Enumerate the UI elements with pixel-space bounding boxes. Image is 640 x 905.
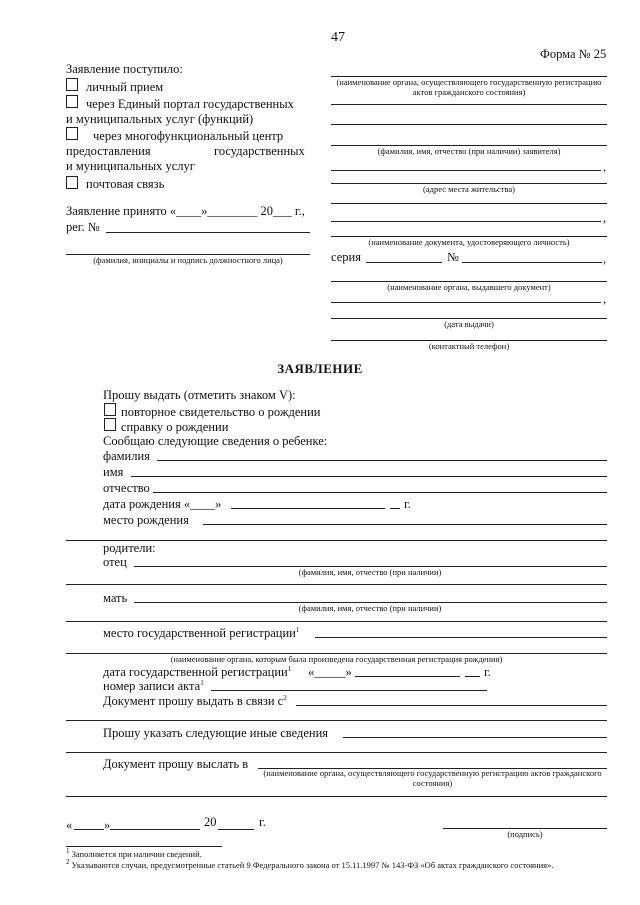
patronymic-label: отчество bbox=[103, 481, 150, 495]
parents-label: родители: bbox=[103, 541, 156, 555]
birth-date-year-field[interactable] bbox=[390, 508, 400, 509]
page-number: 47 bbox=[331, 30, 345, 45]
sig-year-suffix: г. bbox=[259, 815, 266, 829]
option-portal-line1 bbox=[86, 97, 311, 112]
footnote-1-text: Заполняется при наличии сведений. bbox=[71, 849, 202, 859]
authority-caption: (наименование органа, осуществляющего государственную регистрацию актов гражданского состояния) bbox=[336, 77, 602, 97]
mother-label: мать bbox=[103, 591, 128, 605]
reg-date-suffix: г. bbox=[484, 665, 491, 679]
authority-field-2[interactable] bbox=[331, 104, 607, 105]
surname-field[interactable] bbox=[157, 460, 607, 461]
comma-3: , bbox=[603, 252, 607, 266]
reg-place-caption: (наименование органа, которым была произведена государственная регистрация рождения) bbox=[170, 654, 503, 664]
option-mfc-line1: через многофункциональный центр bbox=[93, 129, 284, 143]
comma-1: , bbox=[603, 160, 607, 174]
checkbox-mail[interactable] bbox=[66, 176, 78, 189]
checkbox-portal[interactable] bbox=[66, 95, 78, 108]
father-label: отец bbox=[103, 555, 127, 569]
footnote-ref-1c: 1 bbox=[200, 678, 204, 687]
reg-number-field[interactable] bbox=[106, 232, 310, 233]
sig-year-field[interactable] bbox=[218, 829, 254, 830]
mother-caption: (фамилия, имя, отчество (при наличии) bbox=[298, 603, 442, 613]
doc-number-field[interactable] bbox=[462, 262, 602, 263]
other-info-field[interactable] bbox=[343, 737, 607, 738]
other-info-label: Прошу указать следующие иные сведения bbox=[103, 726, 329, 740]
applicant-name-field-2[interactable] bbox=[331, 170, 601, 171]
sig-date-close: » bbox=[104, 818, 111, 832]
act-number-text: номер записи акта bbox=[103, 679, 201, 693]
statement-title: ЗАЯВЛЕНИЕ bbox=[277, 361, 363, 376]
reg-place-label bbox=[103, 626, 299, 641]
reg-date-label bbox=[103, 665, 291, 680]
option-in-person: личный прием bbox=[86, 80, 164, 94]
checkbox-repeat-certificate[interactable] bbox=[104, 403, 116, 416]
footnote-2-text: Указываются случаи, предусмотренные статьей 9 Федерального закона от 15.11.1997 № 143-ФЗ «Об актах гражданского состояния». bbox=[71, 860, 554, 870]
footnote-ref-1b: 1 bbox=[287, 664, 292, 673]
father-field-2[interactable] bbox=[66, 584, 607, 585]
birth-place-field[interactable] bbox=[203, 524, 607, 525]
name-label: имя bbox=[103, 465, 124, 479]
applicant-caption: (фамилия, имя, отчество (при наличии) заявителя) bbox=[377, 146, 561, 156]
comma-4: , bbox=[603, 292, 607, 306]
reg-place-text: место государственной регистрации bbox=[103, 626, 296, 640]
birth-date-year-suffix: г. bbox=[404, 497, 411, 511]
signature-caption: (подпись) bbox=[507, 829, 543, 839]
received-heading: Заявление поступило: bbox=[66, 62, 183, 76]
patronymic-field[interactable] bbox=[153, 492, 607, 493]
reg-label: рег. № bbox=[66, 220, 100, 234]
option-mail: почтовая связь bbox=[86, 177, 165, 191]
identity-doc-caption: (наименование документа, удостоверяющего личность) bbox=[368, 237, 570, 247]
accepted-date: Заявление принято «____»________ 20___ г., bbox=[66, 204, 305, 218]
footnote-1-mark: 1 bbox=[66, 847, 70, 856]
sig-year-prefix: 20 bbox=[204, 815, 217, 829]
address-field-3[interactable] bbox=[331, 221, 601, 222]
footnote-ref-2: 2 bbox=[283, 693, 287, 702]
comma-2: , bbox=[603, 211, 607, 225]
option-mfc-line3: и муниципальных услуг bbox=[66, 159, 195, 173]
option-portal-text: через Единый портал государственных bbox=[86, 97, 294, 111]
issuer-caption: (наименование органа, выдавшего документ) bbox=[387, 282, 551, 292]
address-field-2[interactable] bbox=[331, 203, 607, 204]
option-mfc-line2b: государственных bbox=[214, 144, 305, 158]
request-label: Прошу выдать (отметить знаком V): bbox=[103, 388, 296, 402]
sig-date-day-field[interactable] bbox=[74, 829, 104, 830]
birth-place-label: место рождения bbox=[103, 513, 189, 527]
phone-caption: (контактный телефон) bbox=[428, 341, 510, 351]
child-info-label: Сообщаю следующие сведения о ребенке: bbox=[103, 434, 328, 448]
footnote-2-mark: 2 bbox=[66, 858, 70, 867]
send-to-field-2[interactable] bbox=[66, 796, 607, 797]
checkbox-mfc[interactable] bbox=[66, 127, 78, 140]
sig-date-month-field[interactable] bbox=[110, 829, 200, 830]
purpose-label bbox=[103, 694, 287, 709]
send-to-label: Документ прошу выслать в bbox=[103, 757, 249, 771]
option-repeat-certificate: повторное свидетельство о рождении bbox=[121, 405, 321, 419]
option-portal-line2: и муниципальных услуг (функций) bbox=[66, 112, 254, 126]
footnote-1 bbox=[66, 849, 202, 859]
reg-date-text: дата государственной регистрации bbox=[103, 665, 288, 679]
series-label: серия bbox=[331, 250, 361, 264]
address-caption: (адрес места жительства) bbox=[423, 184, 515, 194]
reg-date-day: «_____» bbox=[308, 665, 352, 679]
act-number-field[interactable] bbox=[211, 690, 487, 691]
checkbox-birth-reference[interactable] bbox=[104, 418, 116, 431]
sig-date-open: « bbox=[66, 818, 73, 832]
other-info-field-2[interactable] bbox=[66, 752, 607, 753]
act-number-label bbox=[103, 679, 204, 694]
reg-date-year-field[interactable] bbox=[465, 676, 480, 677]
issuer-field-2[interactable] bbox=[331, 302, 601, 303]
authority-field-3[interactable] bbox=[331, 124, 607, 125]
series-field[interactable] bbox=[366, 262, 442, 263]
footnote-divider bbox=[66, 846, 222, 847]
reg-place-field[interactable] bbox=[315, 637, 607, 638]
father-caption: (фамилия, имя, отчество (при наличии) bbox=[298, 567, 442, 577]
number-label: № bbox=[447, 250, 459, 264]
mother-field-2[interactable] bbox=[66, 621, 607, 622]
official-caption: (фамилия, инициалы и подпись должностного лица) bbox=[93, 255, 283, 265]
issue-date-caption: (дата выдачи) bbox=[444, 319, 494, 329]
footnote-ref-1a: 1 bbox=[295, 625, 300, 634]
birth-date-label: дата рождения «____» bbox=[103, 497, 222, 511]
option-mfc-line2a: предоставления bbox=[66, 144, 151, 158]
option-birth-reference: справку о рождении bbox=[121, 420, 229, 434]
surname-label: фамилия bbox=[103, 449, 150, 463]
purpose-field-2[interactable] bbox=[66, 720, 607, 721]
form-number: Форма № 25 bbox=[540, 47, 607, 61]
send-to-caption: (наименование органа, осуществляющего государственную регистрацию актов гражданского состояния) bbox=[263, 768, 602, 788]
birth-date-month-field[interactable] bbox=[231, 508, 385, 509]
reg-date-month-field[interactable] bbox=[355, 676, 460, 677]
purpose-text: Документ прошу выдать в связи с bbox=[103, 694, 284, 708]
footnote-2 bbox=[66, 860, 607, 870]
name-field[interactable] bbox=[131, 476, 607, 477]
purpose-field[interactable] bbox=[296, 705, 607, 706]
checkbox-in-person[interactable] bbox=[66, 78, 78, 91]
